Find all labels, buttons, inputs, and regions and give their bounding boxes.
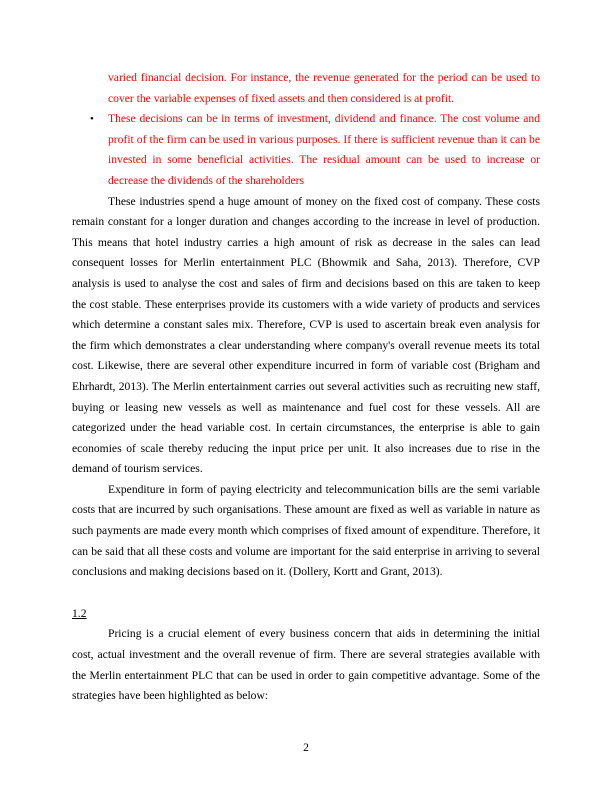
bullet-dot-icon: •: [90, 113, 94, 126]
list-item: [72, 109, 540, 191]
paragraph-pricing: Pricing is a crucial element of every business concern that aids in determining the initial cost, actual investment and the overall revenue of firm. There are several strategies available with the Merlin entertainment PLC that can be used in order to gain competitive advantage. Some of the strategies have been highlighted as below:: [72, 627, 540, 703]
page-number: 2: [303, 741, 309, 754]
bullet-text: These decisions can be in terms of investment, dividend and finance. The cost volume and profit of the firm can be used in various purposes. If there is sufficient revenue than it can be invested in some beneficial activities. The residual amount can be used to increase or decrease the dividends of the shareholders: [108, 112, 540, 187]
continued-bullet-text: varied financial decision. For instance, the revenue generated for the period can be used to cover the variable expenses of fixed assets and then considered is at profit.: [108, 71, 540, 105]
page-content: [72, 68, 540, 707]
paragraph-fixed-costs: These industries spend a huge amount of money on the fixed cost of company. These costs remain constant for a longer duration and changes according to the increase in level of production. This means that hotel industry carries a high amount of risk as decrease in the sales can lead consequent losses for Merlin entertainment PLC (Bhowmik and Saha, 2013). Therefore, CVP analysis is used to analyse the cost and sales of firm and decisions based on this are taken to keep the cost stable. These enterprises provide its customers with a wide variety of products and services which determine a constant sales mix. Therefore, CVP is used to ascertain break even analysis for the firm which demonstrates a clear understanding where company's overall revenue meets its total cost. Likewise, there are several other expenditure incurred in form of variable cost (Brigham and Ehrhardt, 2013). The Merlin entertainment carries out several activities such as recruiting new staff, buying or leasing new vessels as well as maintenance and fuel cost for these vessels. All are categorized under the head variable cost. In certain circumstances, the enterprise is able to gain economies of scale thereby reducing the input price per unit. It also increases due to rise in the demand of tourism services.: [72, 194, 540, 476]
paragraph-semi-variable-costs: Expenditure in form of paying electricity and telecommunication bills are the semi variable costs that are incurred by such organisations. These amount are fixed as well as variable in nature as such payments are made every month which comprises of fixed amount of expenditure. Therefore, it can be said that all these costs and volume are important for the said enterprise in arriving to several conclusions and making decisions based on it. (Dollery, Kortt and Grant, 2013).: [72, 482, 540, 579]
section-heading: 1.2: [72, 606, 87, 620]
bullet-list: [72, 109, 540, 191]
